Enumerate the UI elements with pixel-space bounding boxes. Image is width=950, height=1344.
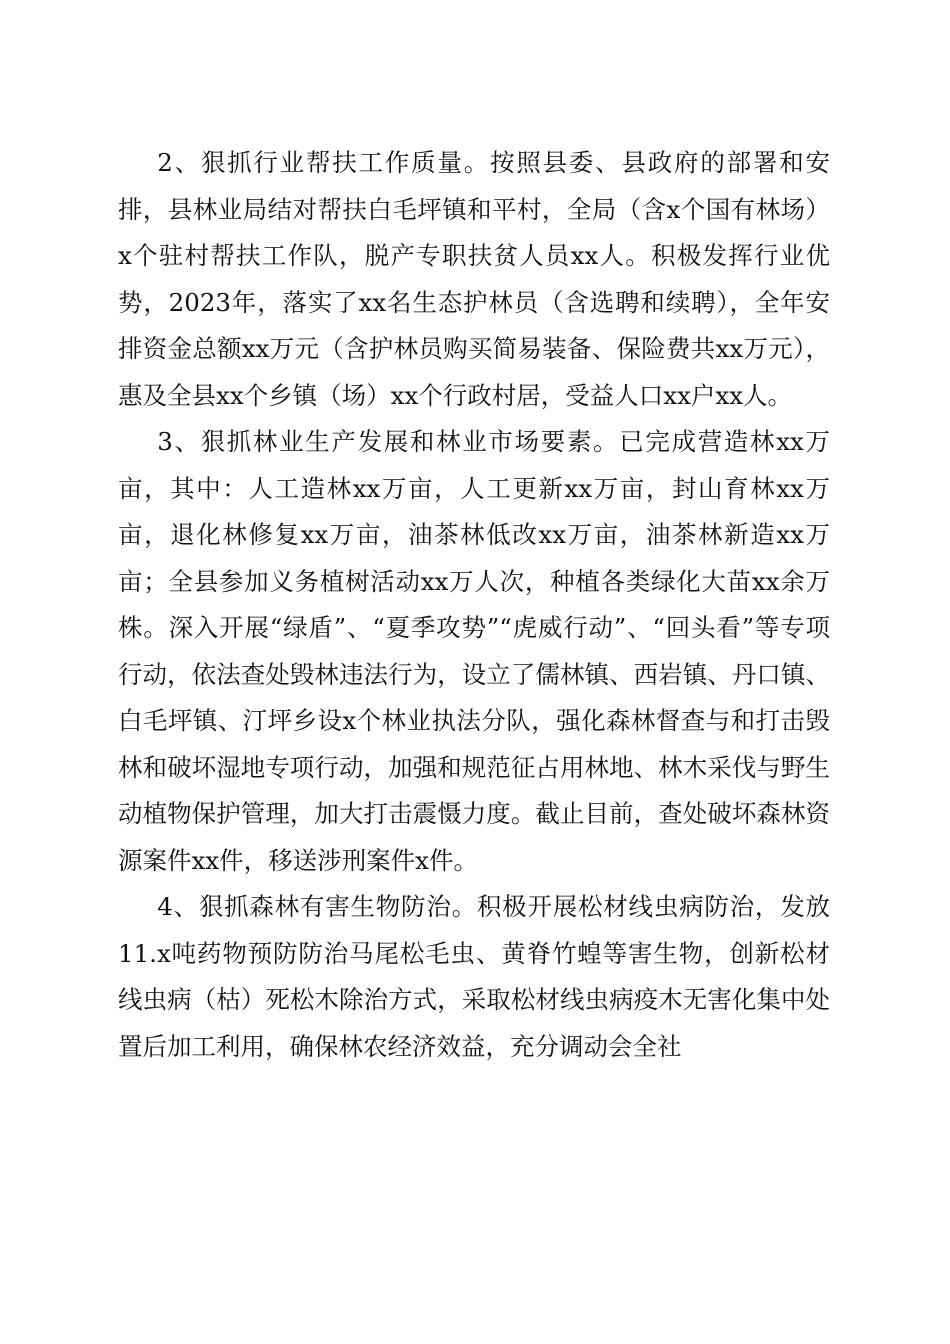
paragraph-2-industry-assistance: 2、狠抓行业帮扶工作质量。按照县委、县政府的部署和安排，县林业局结对帮扶白毛坪镇和平村，全局（含x个国有林场）x个驻村帮扶工作队，脱产专职扶贫人员xx人。积极发挥行业优势，2023年，落实了xx名生态护林员（含选聘和续聘），全年安排资金总额xx万元（含护林员购买简易装备、保险费共xx万元），惠及全县xx个乡镇（场）xx个行政村居，受益人口xx户xx人。 [118,148,830,410]
paragraph-4-pest-control: 4、狠抓森林有害生物防治。积极开展松材线虫病防治，发放11.x吨药物预防防治马尾松毛虫、黄脊竹蝗等害生物，创新松材线虫病（枯）死松木除治方式，采取松材线虫病疫木无害化集中处置后加工利用，确保林农经济效益，充分调动会全社 [118,892,830,1061]
document-body [118,140,830,1070]
paragraph-3-forestry-production: 3、狠抓林业生产发展和林业市场要素。已完成营造林xx万亩，其中：人工造林xx万亩，人工更新xx万亩，封山育林xx万亩，退化林修复xx万亩，油茶林低改xx万亩，油茶林新造xx万亩；全县参加义务植树活动xx万人次，种植各类绿化大苗xx余万株。深入开展“绿盾”、“夏季攻势”“虎威行动”、“回头看”等专项行动，依法查处毁林违法行为，设立了儒林镇、西岩镇、丹口镇、白毛坪镇、汀坪乡设x个林业执法分队，强化森林督查与和打击毁林和破坏湿地专项行动，加强和规范征占用林地、林木采伐与野生动植物保护管理，加大打击震慑力度。截止目前，查处破坏森林资源案件xx件，移送涉刑案件x件。 [118,427,830,875]
